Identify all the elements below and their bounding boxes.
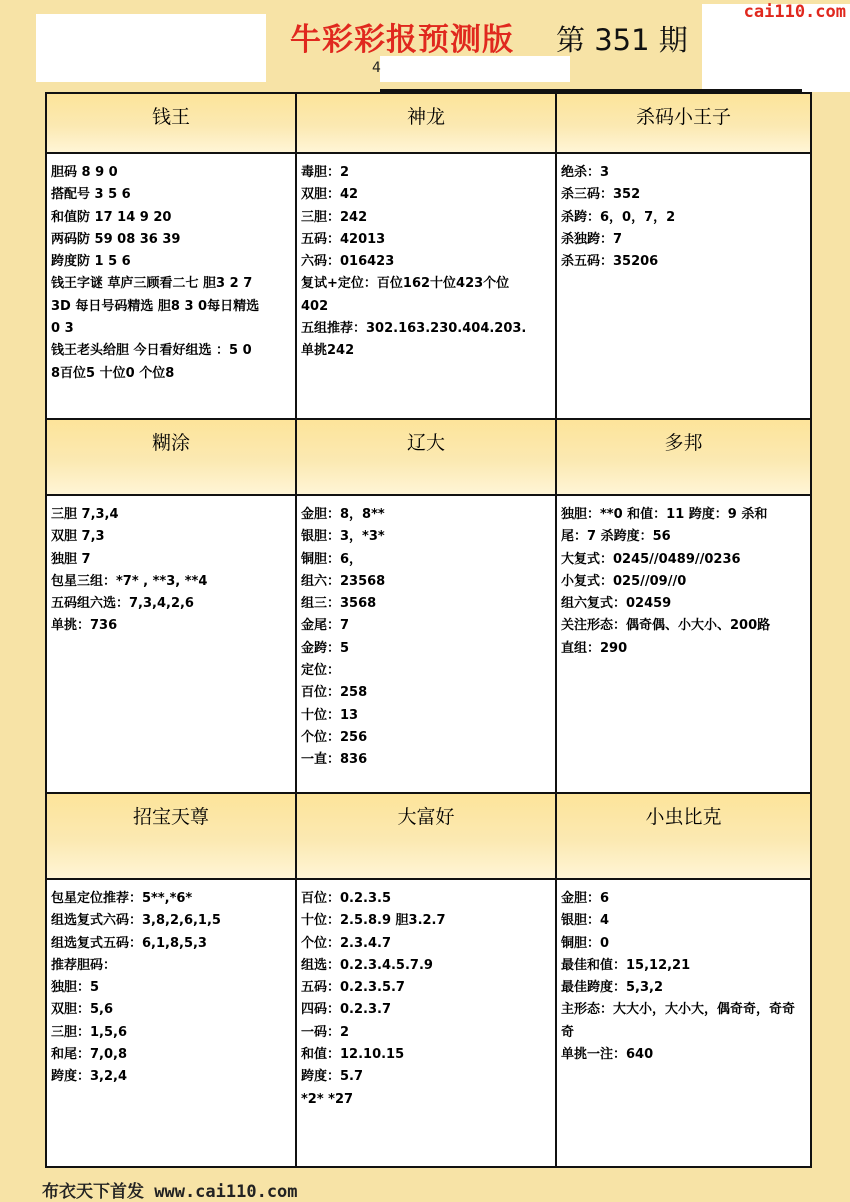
prediction-line: 复试+定位：百位162十位423个位: [301, 276, 510, 292]
prediction-line: 十位：13: [301, 707, 359, 723]
column-header-shama: 杀码小王子: [557, 94, 810, 154]
redaction-block-date: [380, 56, 570, 82]
prediction-line: 单挑一注：640: [561, 1047, 654, 1063]
column-body-shenlong: [297, 154, 557, 420]
column-body-dafuhao: [297, 880, 557, 1166]
prediction-line: 组六：23568: [301, 573, 386, 589]
site-watermark: cai110.com: [743, 2, 846, 22]
prediction-line: 胆码 8 9 0: [51, 165, 118, 180]
prediction-line: 组选：0.2.3.4.5.7.9: [301, 957, 433, 973]
prediction-line: 百位：0.2.3.5: [301, 891, 391, 906]
prediction-line: 直组：290: [561, 640, 628, 656]
column-header-qianwang: 钱王: [47, 94, 297, 154]
prediction-line: 和尾：7,0,8: [51, 1047, 128, 1063]
prediction-line: 银胆：3，*3*: [301, 529, 385, 545]
prediction-line: 独胆：5: [51, 980, 100, 996]
prediction-line: 跨度：3,2,4: [51, 1069, 128, 1085]
prediction-line: 双胆 7,3: [51, 529, 105, 545]
prediction-line: 推荐胆码：: [51, 957, 117, 973]
prediction-line: 金尾：7: [301, 618, 350, 634]
column-header-hutu: 糊涂: [47, 420, 297, 496]
prediction-line: 杀跨：6，0，7，2: [561, 209, 676, 225]
prediction-line: 双胆：42: [301, 187, 359, 203]
prediction-line: 钱王字谜 草庐三顾看二七 胆3 2 7: [51, 276, 253, 292]
prediction-line: 组六复式：02459: [561, 596, 672, 612]
prediction-line: 银胆：4: [561, 913, 610, 929]
prediction-line: 组选复式六码：3,8,2,6,1,5: [51, 913, 221, 929]
prediction-line: 组三：3568: [301, 596, 377, 612]
prediction-line: 百位：258: [301, 685, 368, 701]
prediction-line: 小复式：025//09//0: [561, 573, 687, 589]
column-body-qianwang: [47, 154, 297, 420]
prediction-line: 个位：2.3.4.7: [301, 935, 391, 951]
prediction-line: 杀五码：35206: [561, 254, 659, 270]
column-header-liaoda: 辽大: [297, 420, 557, 496]
prediction-line: 独胆：**0 和值：11 跨度：9 杀和: [561, 507, 768, 522]
prediction-line: 三胆 7,3,4: [51, 507, 119, 522]
prediction-line: 单挑：736: [51, 618, 118, 634]
redaction-block-left: [36, 14, 266, 82]
prediction-line: 独胆 7: [51, 551, 91, 567]
page-title: 牛彩彩报预测版: [290, 22, 514, 58]
prediction-line: *2* *27: [301, 1091, 354, 1107]
prediction-line: 双胆：5,6: [51, 1002, 114, 1018]
prediction-line: 一码：2: [301, 1024, 350, 1040]
prediction-line: 和值：12.10.15: [301, 1047, 405, 1063]
prediction-line: 组选复式五码：6,1,8,5,3: [51, 935, 207, 951]
column-body-xiaochong: [557, 880, 810, 1166]
prediction-line: 搭配号 3 5 6: [51, 187, 131, 203]
column-body-zhaobao: [47, 880, 297, 1166]
footer-credit: 布衣天下首发 www.cai110.com: [42, 1182, 298, 1202]
prediction-line: 个位：256: [301, 729, 368, 745]
prediction-line: 钱王老头给胆 今日看好组选 ：5 0: [51, 343, 252, 359]
prediction-line: 十位：2.5.8.9 胆3.2.7: [301, 913, 446, 929]
prediction-line: 杀三码：352: [561, 187, 641, 203]
prediction-line: 402: [301, 298, 329, 314]
prediction-line: 跨度：5.7: [301, 1069, 364, 1085]
prediction-line: 绝杀：3: [561, 165, 610, 180]
prediction-line: 铜胆：6，: [301, 551, 363, 567]
prediction-line: 和值防 17 14 9 20: [51, 209, 172, 225]
prediction-line: 关注形态：偶奇偶、小大小、200路: [561, 618, 771, 634]
prediction-grid: [45, 92, 812, 1168]
prediction-line: 金胆：6: [561, 891, 610, 906]
issue-number: 第 351 期: [556, 23, 688, 57]
prediction-line: 最佳和值：15,12,21: [561, 957, 691, 973]
prediction-line: 五码：0.2.3.5.7: [301, 980, 405, 996]
column-body-hutu: [47, 496, 297, 794]
column-body-duobang: [557, 496, 810, 794]
date-fragment: 4: [372, 60, 381, 76]
column-header-dafuhao: 大富好: [297, 794, 557, 880]
prediction-line: 8百位5 十位0 个位8: [51, 365, 175, 381]
prediction-line: 包星三组：*7* , **3, **4: [51, 573, 208, 589]
prediction-line: 跨度防 1 5 6: [51, 254, 131, 270]
prediction-line: 三胆：1,5,6: [51, 1024, 128, 1040]
prediction-line: 杀独跨：7: [561, 231, 623, 247]
prediction-line: 定位：: [301, 663, 341, 679]
prediction-line: 最佳跨度：5,3,2: [561, 980, 664, 996]
prediction-line: 五码组六选：7,3,4,2,6: [51, 596, 194, 612]
prediction-line: 五码：42013: [301, 231, 386, 247]
prediction-line: 单挑242: [301, 343, 355, 359]
prediction-line: 金胆：8，8**: [301, 507, 385, 522]
column-body-shama: [557, 154, 810, 420]
prediction-line: 三胆：242: [301, 209, 368, 225]
column-header-duobang: 多邦: [557, 420, 810, 496]
prediction-line: 3D 每日号码精选 胆8 3 0每日精选: [51, 298, 260, 314]
prediction-line: 毒胆：2: [301, 165, 350, 180]
prediction-line: 六码：016423: [301, 254, 395, 270]
prediction-line: 铜胆：0: [561, 935, 610, 951]
prediction-line: 五组推荐：302.163.230.404.203.: [301, 321, 527, 337]
prediction-line: 金跨：5: [301, 640, 350, 656]
prediction-line: 两码防 59 08 36 39: [51, 231, 181, 247]
prediction-line: 大复式：0245//0489//0236: [561, 551, 741, 567]
prediction-line: 0 3: [51, 321, 74, 337]
column-header-shenlong: 神龙: [297, 94, 557, 154]
column-header-xiaochong: 小虫比克: [557, 794, 810, 880]
column-header-zhaobao: 招宝天尊: [47, 794, 297, 880]
prediction-line: 四码：0.2.3.7: [301, 1002, 391, 1018]
column-body-liaoda: [297, 496, 557, 794]
prediction-line: 主形态：大大小，大小大，偶奇奇，奇奇: [561, 1002, 796, 1018]
prediction-line: 奇: [561, 1024, 575, 1040]
prediction-line: 尾：7 杀跨度：56: [561, 529, 671, 545]
prediction-line: 包星定位推荐：5**,*6*: [51, 891, 193, 906]
prediction-line: 一直：836: [301, 752, 368, 768]
